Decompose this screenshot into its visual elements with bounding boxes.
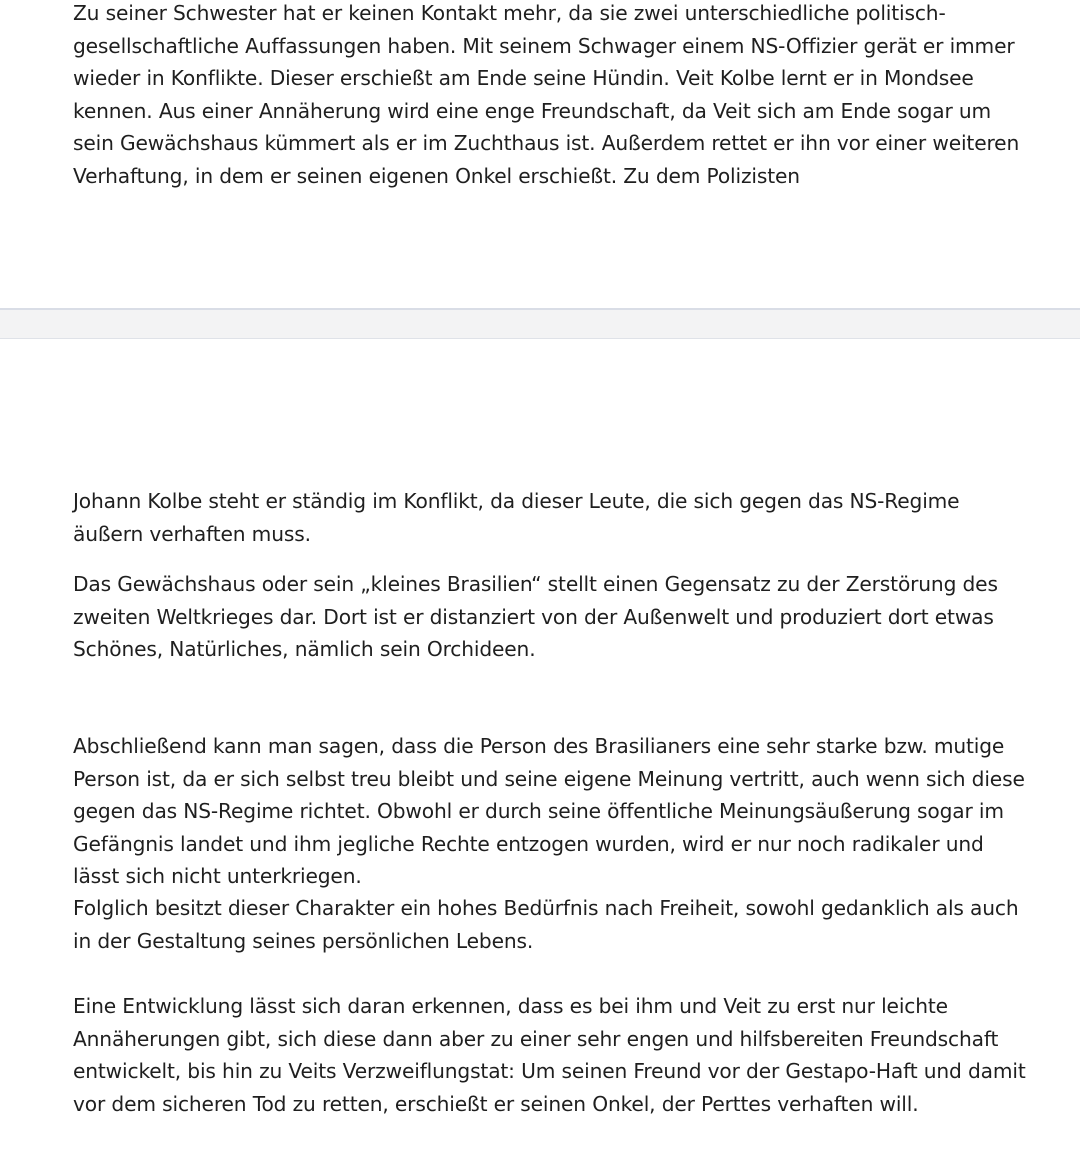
- paragraph-freedom: Folglich besitzt dieser Charakter ein hohes Bedürfnis nach Freiheit, sowohl gedanklich als auch in der Gestaltung seines persönlichen Lebens.: [73, 896, 1019, 953]
- paragraph-greenhouse: Das Gewächshaus oder sein „kleines Brasilien“ stellt einen Gegensatz zu der Zerstörung des zweiten Weltkrieges dar. Dort ist er distanziert von der Außenwelt und produziert dort etwas Schönes, Natürliches, nämlich sein Orchideen.: [73, 572, 998, 661]
- document-page-1: [0, 0, 1080, 308]
- paragraph-conclusion: Abschließend kann man sagen, dass die Person des Brasilianers eine sehr starke bzw. mutige Person ist, da er sich selbst treu bleibt und seine eigene Meinung vertritt, auch wenn sich diese gegen das NS-Regime richtet. Obwohl er durch seine öffentliche Meinungsäußerung sogar im Gefängnis landet und ihm jegliche Rechte entzogen wurden, wird er nur noch radikaler und lässt sich nicht unterkriegen.: [73, 734, 1025, 888]
- paragraph-family-relations: Zu seiner Schwester hat er keinen Kontakt mehr, da sie zwei unterschiedliche politisch-gesellschaftliche Auffassungen haben. Mit seinem Schwager einem NS-Offizier gerät er immer wieder in Konflikte. Dieser erschießt am Ende seine Hündin. Veit Kolbe lernt er in Mondsee kennen. Aus einer Annäherung wird eine enge Freundschaft, da Veit sich am Ende sogar um sein Gewächshaus kümmert als er im Zuchthaus ist. Außerdem rettet er ihn vor einer weiteren Verhaftung, in dem er seinen eigenen Onkel erschießt. Zu dem Polizisten: [73, 1, 1020, 188]
- document-page-2: [0, 339, 1080, 1156]
- paragraph-johann-kolbe: Johann Kolbe steht er ständig im Konflikt, da dieser Leute, die sich gegen das NS-Regime äußern verhaften muss.: [73, 489, 960, 546]
- paragraph-development: Eine Entwicklung lässt sich daran erkennen, dass es bei ihm und Veit zu erst nur leichte Annäherungen gibt, sich diese dann aber zu einer sehr engen und hilfsbereiten Freundschaft entwickelt, bis hin zu Veits Verzweiflungstat: Um seinen Freund vor der Gestapo-Haft und damit vor dem sicheren Tod zu retten, erschießt er seinen Onkel, der Perttes verhaften will.: [73, 994, 1026, 1116]
- page-break-divider: [0, 308, 1080, 339]
